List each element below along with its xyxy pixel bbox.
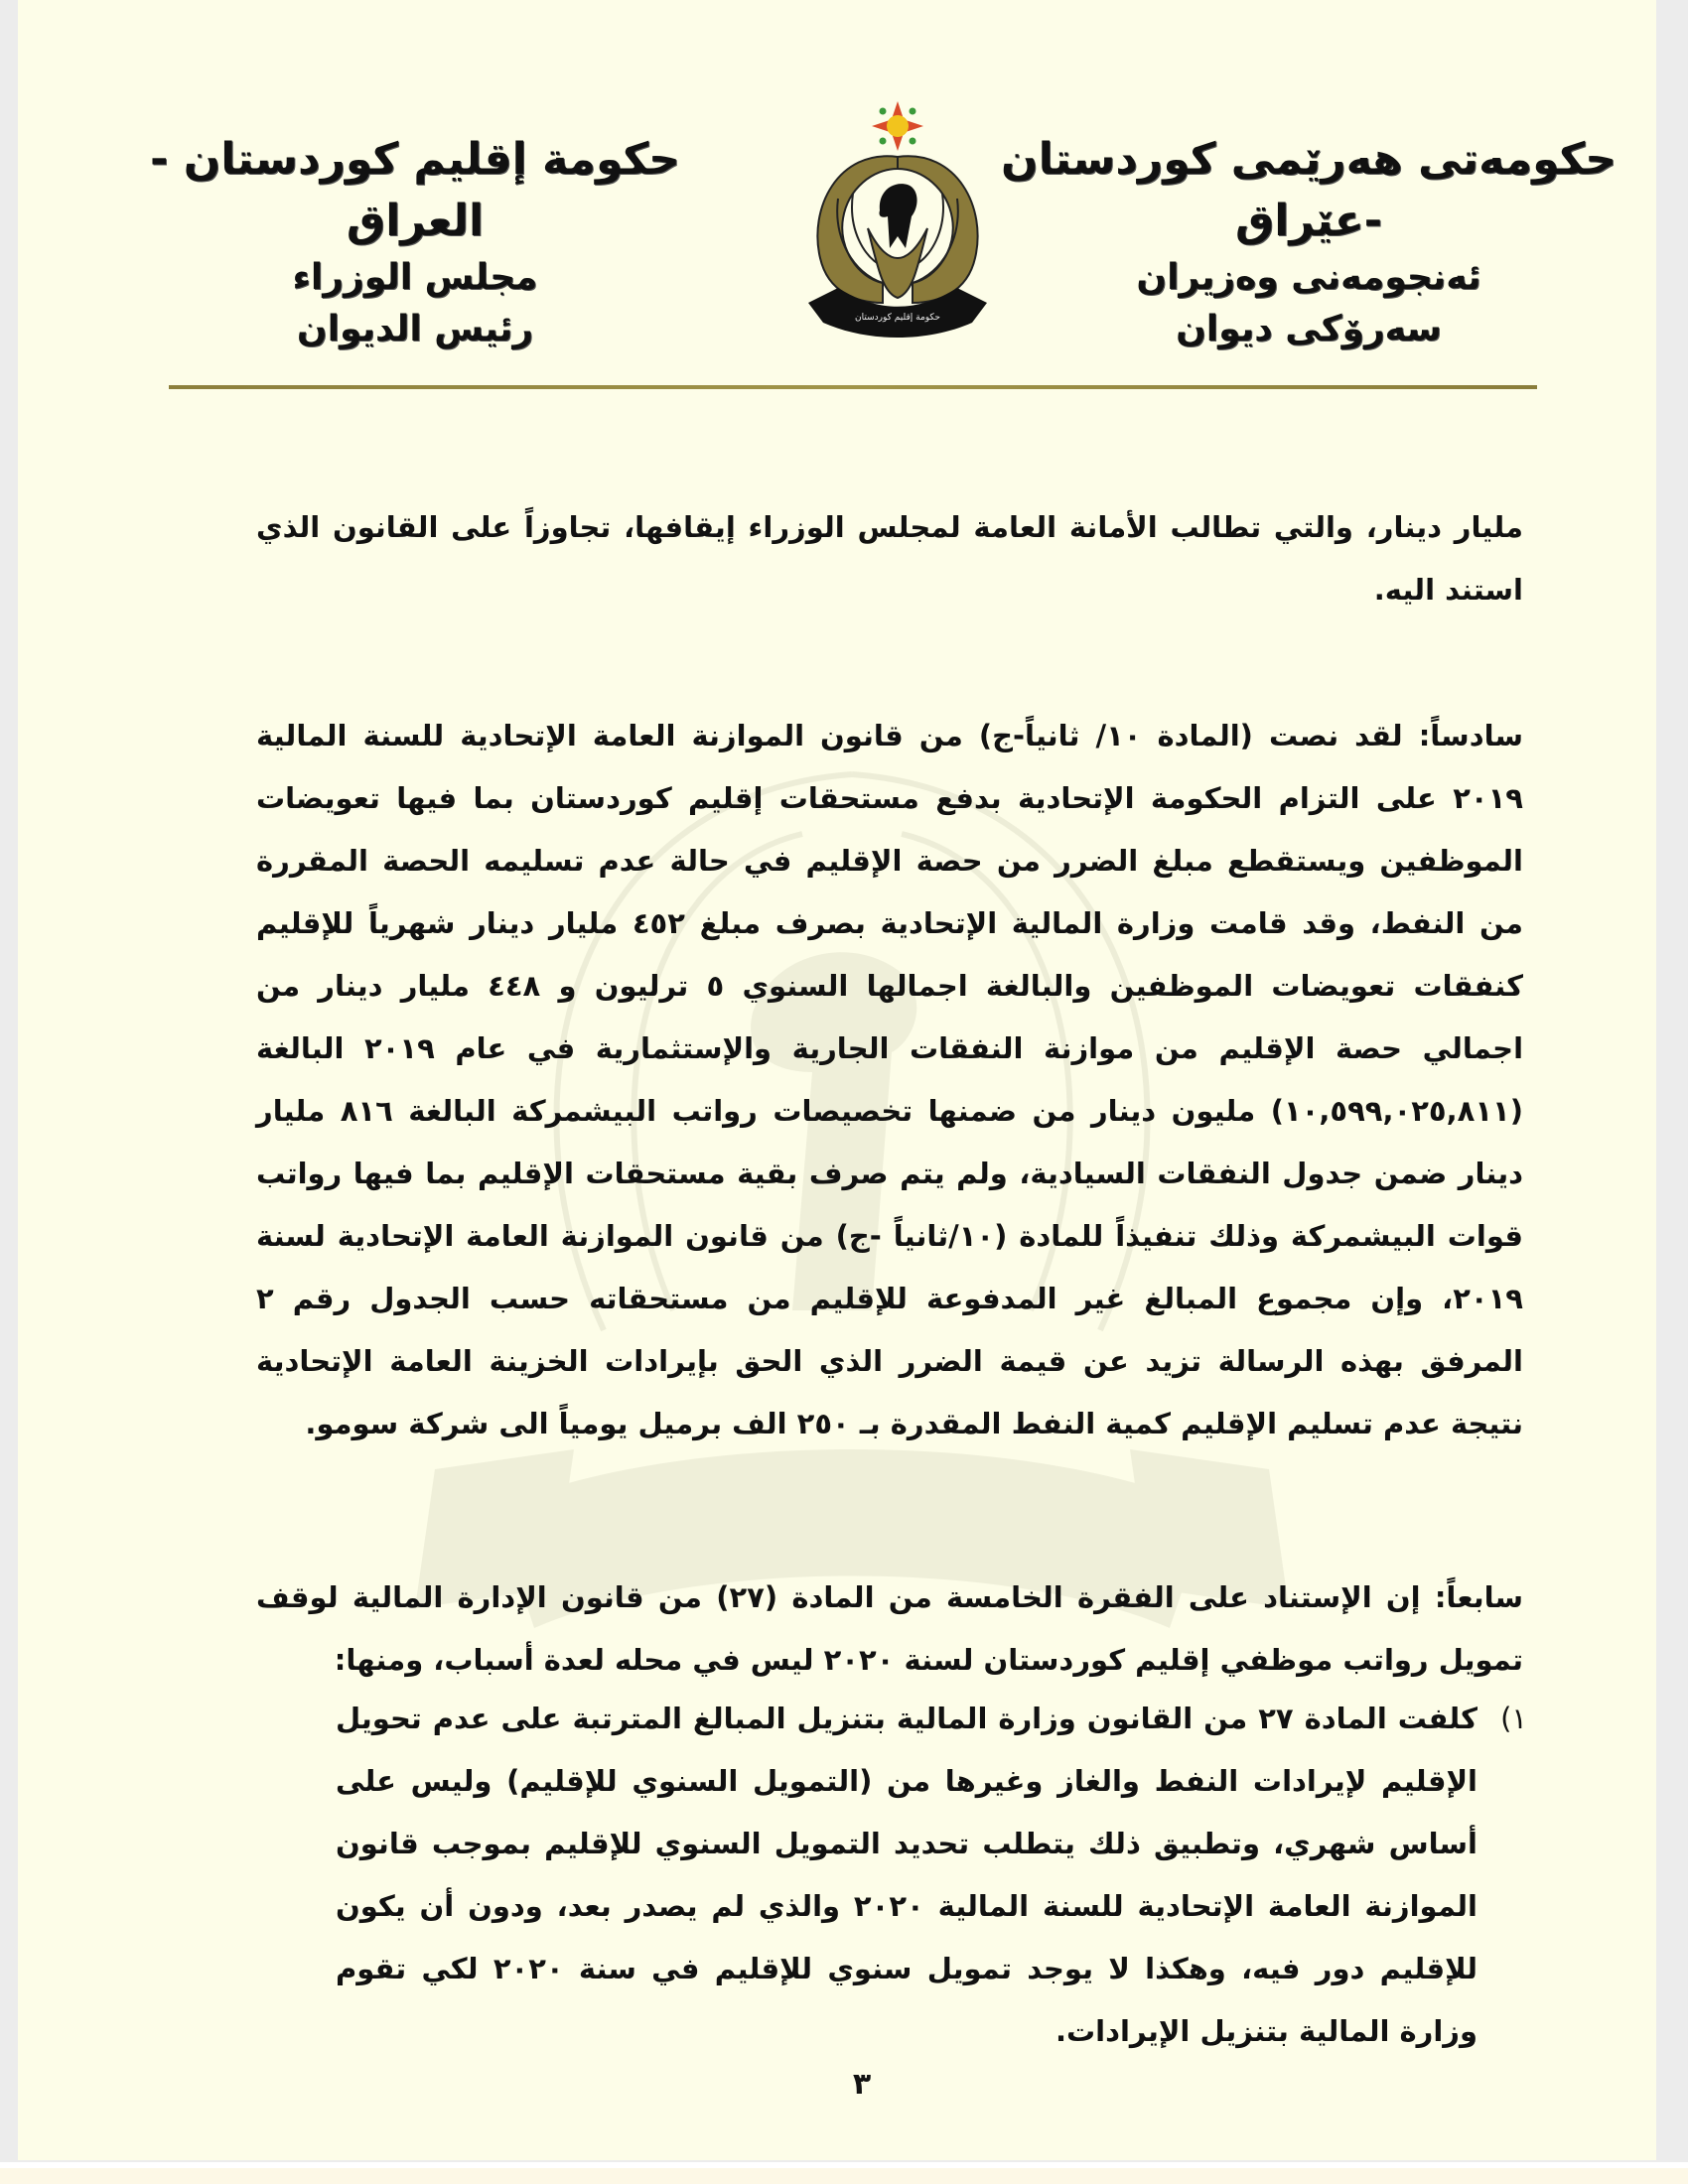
header-kurdish (991, 129, 1626, 355)
page-number: ٣ (852, 2067, 872, 2102)
numbered-list (336, 1688, 1527, 2063)
header-divider (169, 385, 1537, 389)
list-item-number: ١) (1500, 1702, 1527, 1735)
header-arabic-chief: رئيس الديوان (296, 309, 534, 349)
scan-bottom-strip (0, 2168, 1688, 2184)
paragraph-sixth (256, 705, 1523, 1455)
header-arabic (147, 129, 683, 355)
header-kurdish-council: ئەنجومەنی وەزیران (1136, 257, 1481, 298)
header-arabic-council: مجلس الوزراء (292, 257, 538, 298)
emblem-ribbon-text: حكومة إقليم كوردستان (855, 313, 940, 323)
header-arabic-government: حكومة إقليم كوردستان - العراق (150, 134, 680, 246)
paragraph-text: سابعاً: إن الإستناد على الفقرة الخامسة من المادة (٢٧) من قانون الإدارة المالية لوقف تمويل رواتب موظفي إقليم كوردستان لسنة ٢٠٢٠ ليس في محله لعدة أسباب، ومنها: (256, 1580, 1523, 1677)
kurdistan-government-emblem-icon (798, 99, 997, 347)
header-kurdish-chief: سەرۆکی دیوان (1176, 309, 1442, 349)
paragraph-text: مليار دينار، والتي تطالب الأمانة العامة لمجلس الوزراء إيقافها، تجاوزاً على القانون الذي استند اليه. (256, 510, 1523, 607)
letter-page (18, 0, 1656, 2160)
paragraph-continuation (256, 496, 1523, 621)
paragraph-text: سادساً: لقد نصت (المادة ١٠/ ثانياً-ج) من قانون الموازنة العامة الإتحادية للسنة المالية ٢٠١٩ على التزام الحكومة الإتحادية بدفع مستحقات إقليم كوردستان بما فيها تعويضات الموظفين ويستقطع مبلغ الضرر من حصة الإقليم في حالة عدم تسليمه الحصة المقررة من النفط، وقد قامت وزارة المالية الإتحادية بصرف مبلغ ٤٥٢ مليار دينار شهرياً للإقليم كنفقات تعويضات الموظفين والبالغة اجمالها السنوي ٥ ترليون و ٤٤٨ مليار دينار من اجمالي حصة الإقليم من موازنة النفقات الجارية والإستثمارية في عام ٢٠١٩ البالغة (١٠,٥٩٩,٠٢٥,٨١١) مليون دينار من ضمنها تخصيصات رواتب البيشمركة البالغة ٨١٦ مليار دينار ضمن جدول النفقات السيادية، ولم يتم صرف بقية مستحقات الإقليم بما فيها رواتب قوات البيشمركة وذلك تنفيذاً للمادة (١٠/ثانياً -ج) من قانون الموازنة العامة الإتحادية لسنة ٢٠١٩، وإن مجموع المبالغ غير المدفوعة للإقليم من مستحقاته حسب الجدول رقم ٢ المرفق بهذه الرسالة تزيد عن قيمة الضرر الذي الحق بإيرادات الخزينة العامة الإتحادية نتيجة عدم تسليم الإقليم كمية النفط المقدرة بـ ٢٥٠ الف برميل يومياً الى شركة سومو. (256, 719, 1524, 1440)
list-item-text: كلفت المادة ٢٧ من القانون وزارة المالية بتنزيل المبالغ المترتبة على عدم تحويل الإقليم لإيرادات النفط والغاز وغيرها من (التمويل السنوي للإقليم) وليس على أساس شهري، وتطبيق ذلك يتطلب تحديد التمويل السنوي للإقليم بموجب قانون الموازنة العامة الإتحادية للسنة المالية ٢٠٢٠ والذي لم يصدر بعد، ودون أن يكون للإقليم دور فيه، وهكذا لا يوجد تمويل سنوي للإقليم في سنة ٢٠٢٠ لكي تقوم وزارة المالية بتنزيل الإيرادات. (336, 1702, 1478, 2048)
paragraph-seventh (256, 1567, 1523, 1692)
header-kurdish-government: حکومەتی هەرێمی کوردستان -عێراق (1001, 134, 1617, 246)
list-item (336, 1688, 1527, 2063)
